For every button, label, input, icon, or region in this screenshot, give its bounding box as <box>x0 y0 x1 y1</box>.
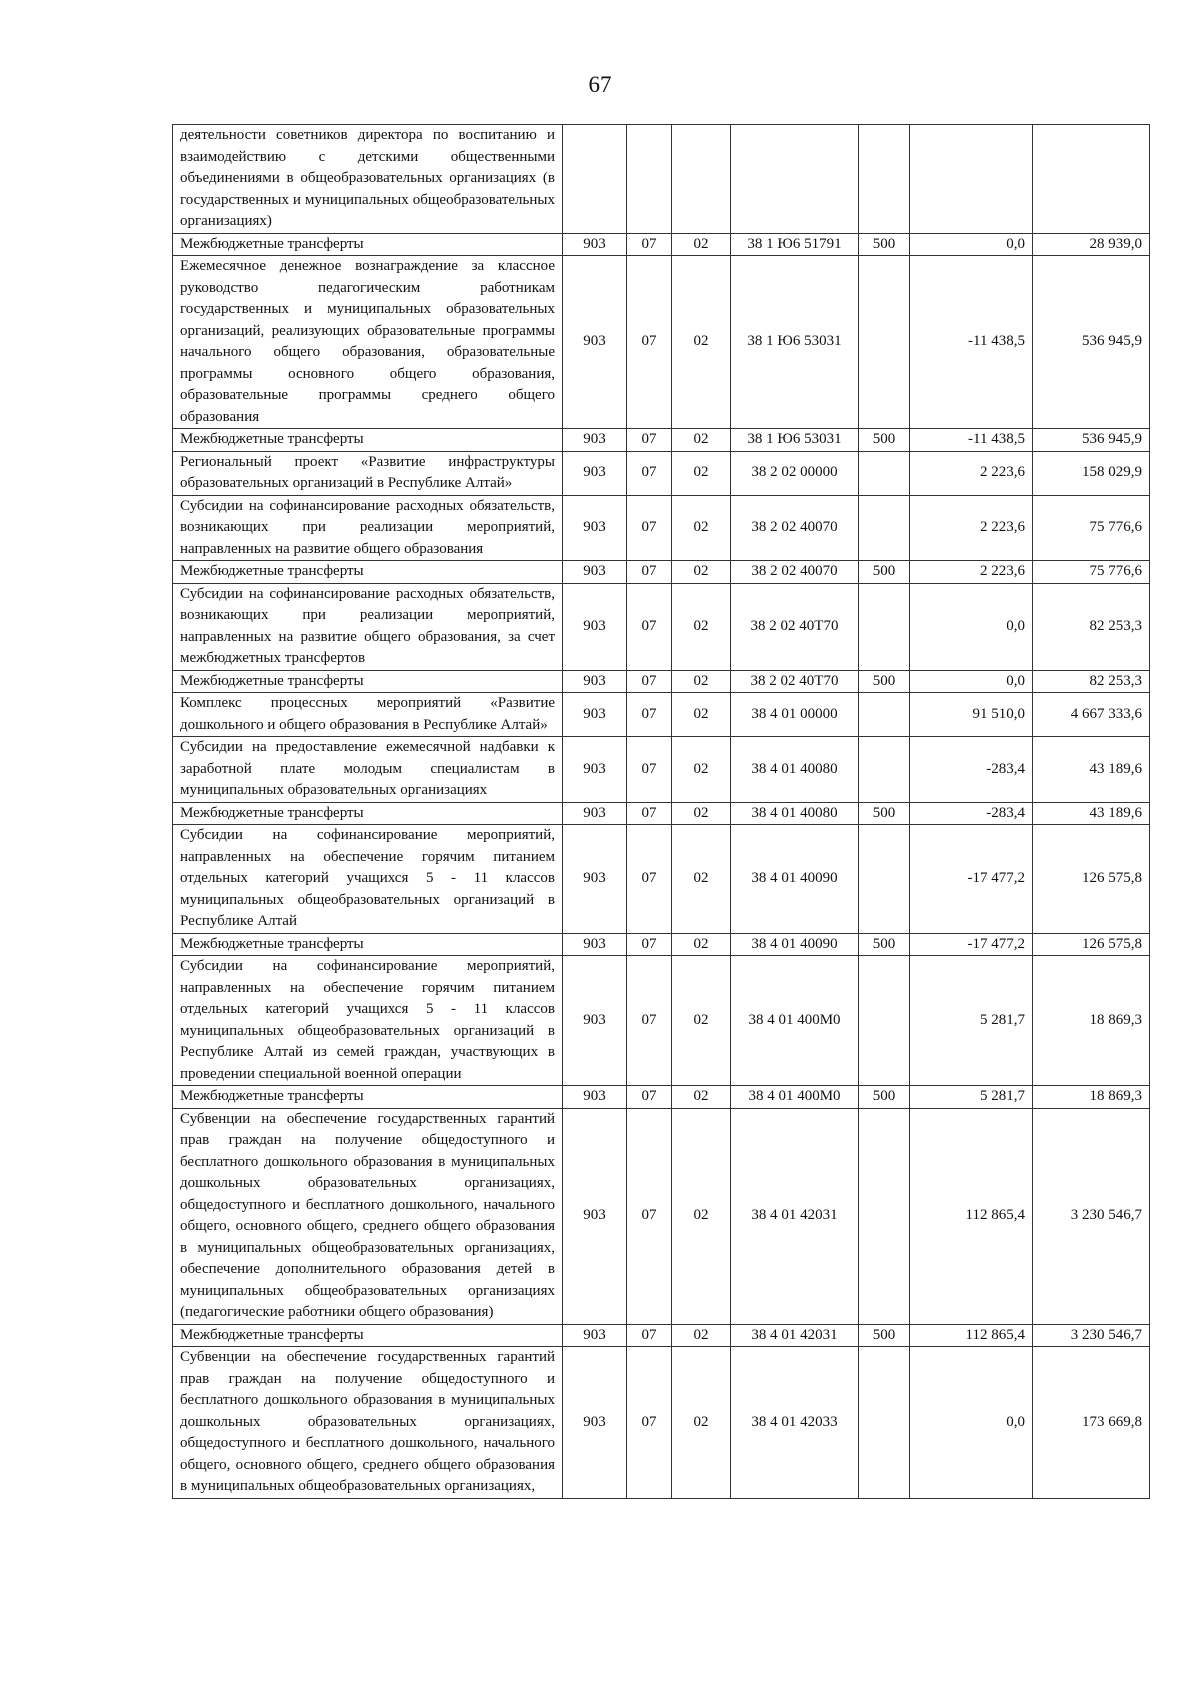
table-row <box>173 429 1150 452</box>
subsection-code: 02 <box>672 737 731 803</box>
ministry-code: 903 <box>563 1324 627 1347</box>
row-name: Комплекс процессных мероприятий «Развитие дошкольного и общего образования в Республике Алтай» <box>173 693 563 737</box>
table-row <box>173 802 1150 825</box>
target-code: 38 4 01 40080 <box>731 737 859 803</box>
section-code: 07 <box>627 495 672 561</box>
section-code: 07 <box>627 737 672 803</box>
subsection-code: 02 <box>672 561 731 584</box>
total-amount: 4 667 333,6 <box>1033 693 1150 737</box>
subsection-code: 02 <box>672 1086 731 1109</box>
row-name: Межбюджетные трансферты <box>173 233 563 256</box>
row-name: Межбюджетные трансферты <box>173 429 563 452</box>
ministry-code: 903 <box>563 256 627 429</box>
target-code: 38 2 02 40Т70 <box>731 670 859 693</box>
expense-type-code <box>859 583 910 670</box>
section-code: 07 <box>627 1347 672 1499</box>
ministry-code: 903 <box>563 451 627 495</box>
table-row <box>173 1324 1150 1347</box>
table-row <box>173 495 1150 561</box>
total-amount: 28 939,0 <box>1033 233 1150 256</box>
ministry-code: 903 <box>563 1086 627 1109</box>
total-amount: 536 945,9 <box>1033 429 1150 452</box>
ministry-code: 903 <box>563 495 627 561</box>
subsection-code: 02 <box>672 802 731 825</box>
expense-type-code: 500 <box>859 561 910 584</box>
change-amount: 0,0 <box>910 1347 1033 1499</box>
ministry-code: 903 <box>563 737 627 803</box>
subsection-code: 02 <box>672 256 731 429</box>
expense-type-code <box>859 956 910 1086</box>
section-code: 07 <box>627 561 672 584</box>
section-code: 07 <box>627 933 672 956</box>
section-code: 07 <box>627 693 672 737</box>
expense-type-code: 500 <box>859 802 910 825</box>
table-row <box>173 737 1150 803</box>
target-code: 38 4 01 42031 <box>731 1108 859 1324</box>
row-name: Субсидии на софинансирование расходных обязательств, возникающих при реализации мероприятий, направленных на развитие общего образования <box>173 495 563 561</box>
change-amount: 112 865,4 <box>910 1324 1033 1347</box>
ministry-code: 903 <box>563 561 627 584</box>
section-code: 07 <box>627 233 672 256</box>
subsection-code: 02 <box>672 451 731 495</box>
expense-type-code: 500 <box>859 670 910 693</box>
row-name: Межбюджетные трансферты <box>173 670 563 693</box>
change-amount: -11 438,5 <box>910 256 1033 429</box>
section-code: 07 <box>627 956 672 1086</box>
budget-table <box>172 124 1150 1499</box>
table-row <box>173 956 1150 1086</box>
section-code: 07 <box>627 451 672 495</box>
row-name: Субсидии на предоставление ежемесячной надбавки к заработной плате молодым специалистам в муниципальных образовательных организациях <box>173 737 563 803</box>
subsection-code: 02 <box>672 825 731 934</box>
ministry-code: 903 <box>563 233 627 256</box>
target-code: 38 4 01 00000 <box>731 693 859 737</box>
target-code: 38 4 01 40090 <box>731 825 859 934</box>
target-code: 38 2 02 40070 <box>731 495 859 561</box>
ministry-code: 903 <box>563 693 627 737</box>
expense-type-code: 500 <box>859 1324 910 1347</box>
expense-type-code <box>859 451 910 495</box>
total-amount: 536 945,9 <box>1033 256 1150 429</box>
section-code: 07 <box>627 1108 672 1324</box>
ministry-code: 903 <box>563 429 627 452</box>
row-name: Субсидии на софинансирование мероприятий, направленных на обеспечение горячим питанием отдельных категорий учащихся 5 - 11 классов муниципальных общеобразовательных организаций в Республике Алтай <box>173 825 563 934</box>
change-amount: -283,4 <box>910 737 1033 803</box>
subsection-code: 02 <box>672 956 731 1086</box>
change-amount: -17 477,2 <box>910 825 1033 934</box>
ministry-code: 903 <box>563 1347 627 1499</box>
table-row <box>173 1347 1150 1499</box>
target-code: 38 2 02 00000 <box>731 451 859 495</box>
row-name: Межбюджетные трансферты <box>173 802 563 825</box>
change-amount: 0,0 <box>910 233 1033 256</box>
total-amount: 18 869,3 <box>1033 1086 1150 1109</box>
row-name: деятельности советников директора по воспитанию и взаимодействию с детскими общественными объединениями в общеобразовательных организациях (в государственных и муниципальных общеобразовательных организациях) <box>173 125 563 234</box>
ministry-code: 903 <box>563 583 627 670</box>
row-name: Региональный проект «Развитие инфраструктуры образовательных организаций в Республике Алтай» <box>173 451 563 495</box>
expense-type-code <box>859 825 910 934</box>
ministry-code <box>563 125 627 234</box>
subsection-code: 02 <box>672 933 731 956</box>
change-amount: 112 865,4 <box>910 1108 1033 1324</box>
target-code: 38 4 01 40080 <box>731 802 859 825</box>
total-amount: 43 189,6 <box>1033 737 1150 803</box>
target-code: 38 1 Ю6 53031 <box>731 429 859 452</box>
total-amount: 82 253,3 <box>1033 583 1150 670</box>
row-name: Межбюджетные трансферты <box>173 933 563 956</box>
total-amount: 158 029,9 <box>1033 451 1150 495</box>
expense-type-code: 500 <box>859 429 910 452</box>
section-code: 07 <box>627 670 672 693</box>
section-code: 07 <box>627 802 672 825</box>
table-row <box>173 561 1150 584</box>
table-row <box>173 933 1150 956</box>
expense-type-code <box>859 495 910 561</box>
subsection-code: 02 <box>672 1324 731 1347</box>
subsection-code: 02 <box>672 495 731 561</box>
expense-type-code <box>859 125 910 234</box>
section-code <box>627 125 672 234</box>
total-amount <box>1033 125 1150 234</box>
total-amount: 75 776,6 <box>1033 561 1150 584</box>
row-name: Субсидии на софинансирование мероприятий, направленных на обеспечение горячим питанием отдельных категорий учащихся 5 - 11 классов муниципальных общеобразовательных организаций в Республике Алтай из семей граждан, участвующих в проведении специальной военной операции <box>173 956 563 1086</box>
change-amount: 0,0 <box>910 670 1033 693</box>
table-row <box>173 583 1150 670</box>
ministry-code: 903 <box>563 802 627 825</box>
expense-type-code: 500 <box>859 1086 910 1109</box>
table-row <box>173 825 1150 934</box>
row-name: Субвенции на обеспечение государственных гарантий прав граждан на получение общедоступного и бесплатного дошкольного образования в муниципальных дошкольных образовательных организациях, общедоступного и бесплатного дошкольного, начального общего, основного общего, среднего общего образования в муниципальных общеобразовательных организациях, <box>173 1347 563 1499</box>
change-amount: 0,0 <box>910 583 1033 670</box>
ministry-code: 903 <box>563 1108 627 1324</box>
expense-type-code <box>859 256 910 429</box>
expense-type-code <box>859 693 910 737</box>
row-name: Межбюджетные трансферты <box>173 1086 563 1109</box>
row-name: Субвенции на обеспечение государственных гарантий прав граждан на получение общедоступного и бесплатного дошкольного образования в муниципальных дошкольных образовательных организациях, общедоступного и бесплатного дошкольного, начального общего, основного общего, среднего общего образования в муниципальных общеобразовательных организациях, обеспечение дополнительного образования детей в муниципальных общеобразовательных организациях (педагогические работники общего образования) <box>173 1108 563 1324</box>
change-amount: 5 281,7 <box>910 956 1033 1086</box>
section-code: 07 <box>627 1086 672 1109</box>
section-code: 07 <box>627 1324 672 1347</box>
total-amount: 82 253,3 <box>1033 670 1150 693</box>
target-code: 38 4 01 40090 <box>731 933 859 956</box>
expense-type-code: 500 <box>859 233 910 256</box>
target-code: 38 4 01 400М0 <box>731 956 859 1086</box>
subsection-code: 02 <box>672 233 731 256</box>
table-row <box>173 693 1150 737</box>
row-name: Субсидии на софинансирование расходных обязательств, возникающих при реализации мероприятий, направленных на развитие общего образования, за счет межбюджетных трансфертов <box>173 583 563 670</box>
change-amount: 91 510,0 <box>910 693 1033 737</box>
table-row <box>173 233 1150 256</box>
section-code: 07 <box>627 256 672 429</box>
page-number: 67 <box>588 72 612 97</box>
table-row <box>173 256 1150 429</box>
subsection-code: 02 <box>672 429 731 452</box>
table-row <box>173 670 1150 693</box>
target-code: 38 2 02 40070 <box>731 561 859 584</box>
change-amount <box>910 125 1033 234</box>
total-amount: 126 575,8 <box>1033 825 1150 934</box>
total-amount: 3 230 546,7 <box>1033 1108 1150 1324</box>
change-amount: 2 223,6 <box>910 495 1033 561</box>
ministry-code: 903 <box>563 670 627 693</box>
target-code: 38 2 02 40Т70 <box>731 583 859 670</box>
section-code: 07 <box>627 825 672 934</box>
change-amount: -283,4 <box>910 802 1033 825</box>
change-amount: -17 477,2 <box>910 933 1033 956</box>
table-row <box>173 1108 1150 1324</box>
ministry-code: 903 <box>563 933 627 956</box>
target-code: 38 4 01 42031 <box>731 1324 859 1347</box>
expense-type-code: 500 <box>859 933 910 956</box>
change-amount: 2 223,6 <box>910 561 1033 584</box>
row-name: Межбюджетные трансферты <box>173 561 563 584</box>
subsection-code: 02 <box>672 1108 731 1324</box>
subsection-code: 02 <box>672 670 731 693</box>
change-amount: -11 438,5 <box>910 429 1033 452</box>
total-amount: 126 575,8 <box>1033 933 1150 956</box>
total-amount: 43 189,6 <box>1033 802 1150 825</box>
target-code: 38 4 01 42033 <box>731 1347 859 1499</box>
section-code: 07 <box>627 429 672 452</box>
target-code <box>731 125 859 234</box>
subsection-code <box>672 125 731 234</box>
table-row <box>173 1086 1150 1109</box>
expense-type-code <box>859 1347 910 1499</box>
expense-type-code <box>859 737 910 803</box>
total-amount: 18 869,3 <box>1033 956 1150 1086</box>
row-name: Ежемесячное денежное вознаграждение за классное руководство педагогическим работникам государственных и муниципальных образовательных организаций, реализующих образовательные программы начального общего образования, образовательные программы основного общего образования, образовательные программы среднего общего образования <box>173 256 563 429</box>
row-name: Межбюджетные трансферты <box>173 1324 563 1347</box>
total-amount: 3 230 546,7 <box>1033 1324 1150 1347</box>
total-amount: 173 669,8 <box>1033 1347 1150 1499</box>
total-amount: 75 776,6 <box>1033 495 1150 561</box>
table-row <box>173 125 1150 234</box>
expense-type-code <box>859 1108 910 1324</box>
change-amount: 5 281,7 <box>910 1086 1033 1109</box>
target-code: 38 1 Ю6 51791 <box>731 233 859 256</box>
table-row <box>173 451 1150 495</box>
subsection-code: 02 <box>672 693 731 737</box>
subsection-code: 02 <box>672 1347 731 1499</box>
ministry-code: 903 <box>563 825 627 934</box>
subsection-code: 02 <box>672 583 731 670</box>
target-code: 38 1 Ю6 53031 <box>731 256 859 429</box>
ministry-code: 903 <box>563 956 627 1086</box>
target-code: 38 4 01 400М0 <box>731 1086 859 1109</box>
change-amount: 2 223,6 <box>910 451 1033 495</box>
section-code: 07 <box>627 583 672 670</box>
